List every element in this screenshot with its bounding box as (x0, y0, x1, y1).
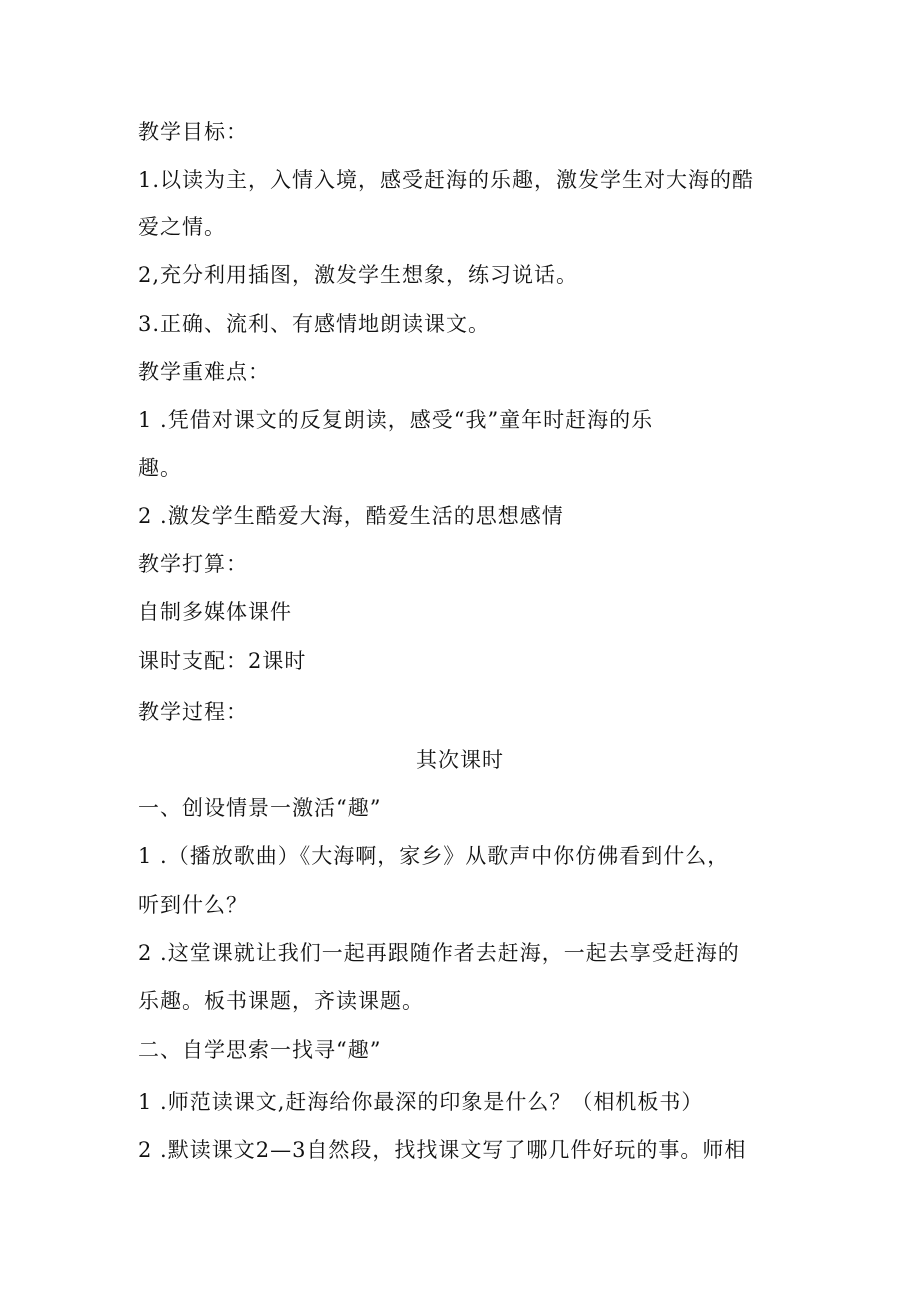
part-1-item-2-line-2: 乐趣。板书课题，齐读课题。 (138, 989, 424, 1013)
class-hours: 课时支配：2课时 (138, 649, 307, 673)
part-1-item-1-line-2: 听到什么？ (138, 893, 248, 917)
heading-preparation: 教学打算： (138, 552, 248, 576)
part-2-item-2: 2 .默读课文2—3自然段，找找课文写了哪几件好玩的事。师相 (138, 1138, 747, 1162)
key-point-2: 2 .激发学生酷爱大海，酷爱生活的思想感情 (138, 504, 564, 528)
preparation-item: 自制多媒体课件 (138, 600, 292, 624)
part-2-heading: 二、自学思索一找寻“趣” (138, 1038, 382, 1062)
heading-key-points: 教学重难点： (138, 360, 270, 384)
goal-2: 2,充分利用插图，激发学生想象，练习说话。 (138, 263, 579, 287)
part-1-item-1-line-1: 1 .（播放歌曲）《大海啊，家乡》从歌声中你仿佛看到什么， (138, 844, 730, 868)
part-2-item-1: 1 .师范读课文,赶海给你最深的印象是什么？（相机板书） (138, 1090, 704, 1114)
heading-process: 教学过程： (138, 700, 248, 724)
part-1-item-2-line-1: 2 .这堂课就让我们一起再跟随作者去赶海，一起去享受赶海的 (138, 941, 740, 965)
heading-teaching-goals: 教学目标： (138, 120, 248, 144)
section-title-second-lesson: 其次课时 (416, 748, 504, 772)
goal-1-line-2: 爱之情。 (138, 215, 226, 239)
goal-1-line-1: 1.以读为主，入情入境，感受赶海的乐趣，激发学生对大海的酷 (138, 168, 755, 192)
part-1-heading: 一、创设情景一激活“趣” (138, 796, 382, 820)
key-point-1-line-1: 1 .凭借对课文的反复朗读，感受“我”童年时赶海的乐 (138, 408, 654, 432)
key-point-1-line-2: 趣。 (138, 456, 182, 480)
goal-3: 3.正确、流利、有感情地朗读课文。 (138, 312, 491, 336)
